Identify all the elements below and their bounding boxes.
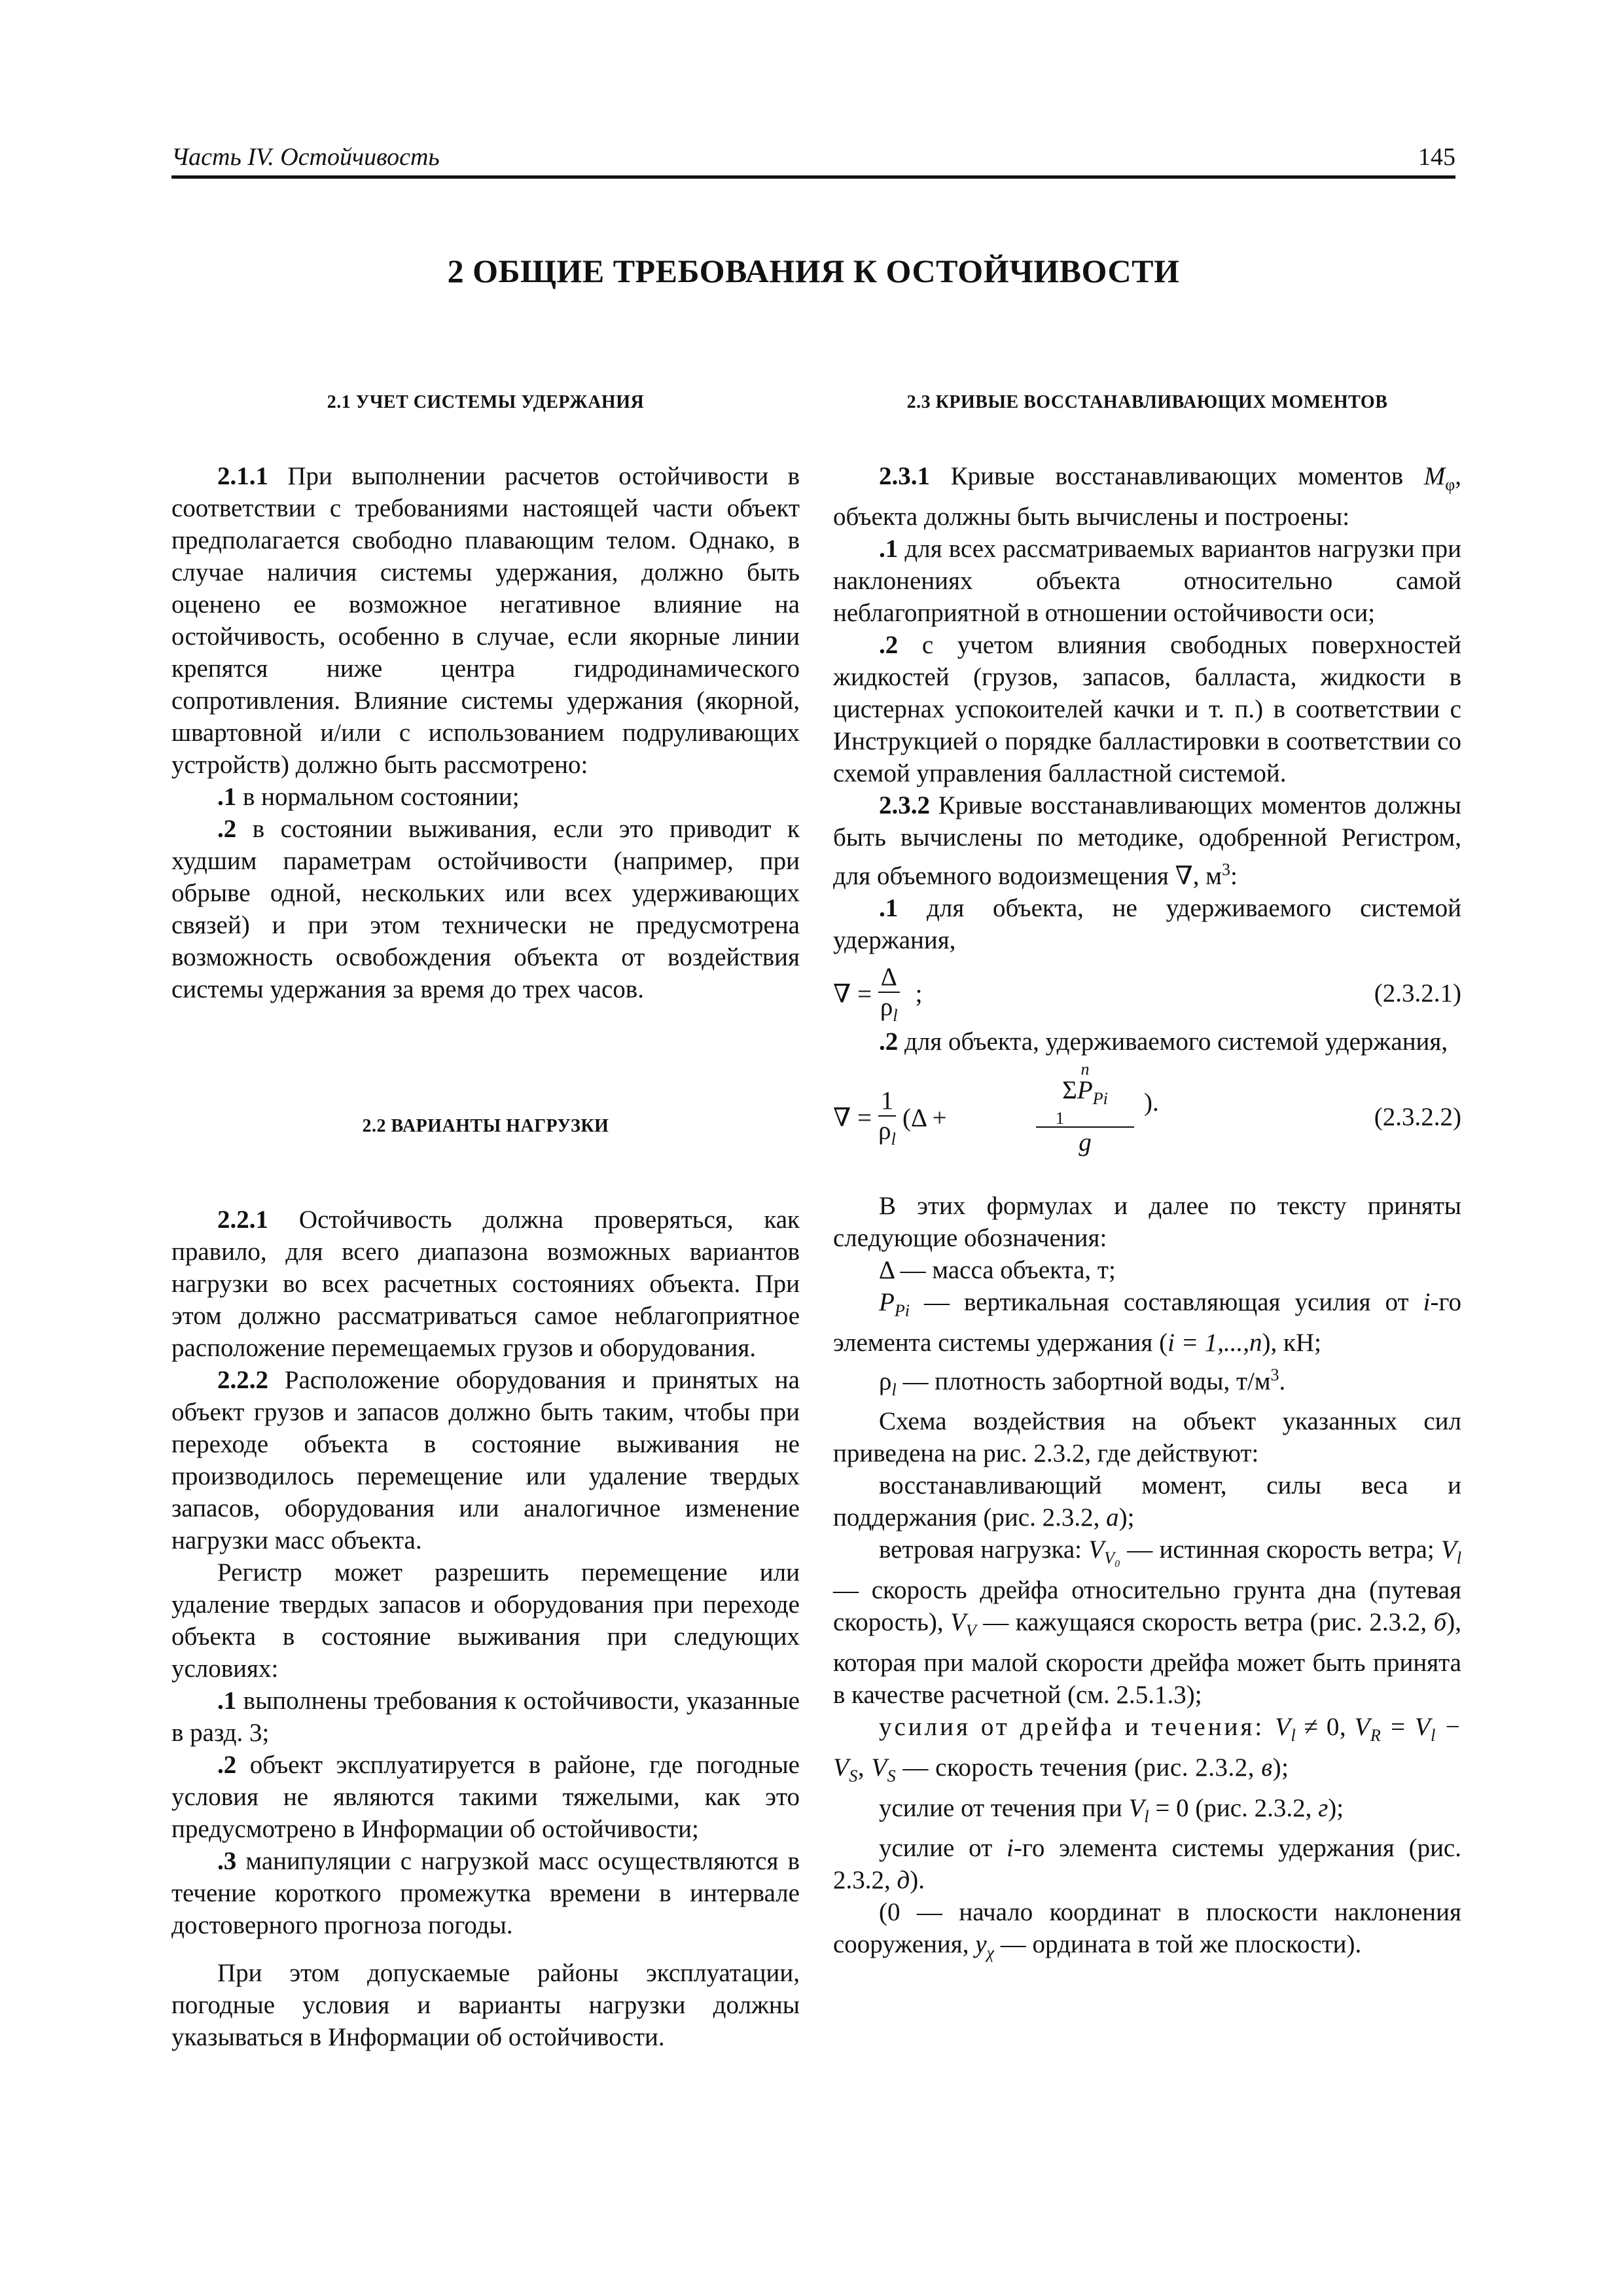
velocity-subscript: R (1370, 1725, 1382, 1745)
item-number: .2 (217, 1751, 237, 1779)
clause-number: 2.2.2 (217, 1366, 268, 1394)
rho-subscript: l (893, 1005, 898, 1025)
text-end: ); (1328, 1793, 1344, 1822)
formula-2-3-2-2 (833, 1060, 1461, 1158)
item-1-free (833, 892, 1461, 956)
rho-subscript: l (891, 1129, 896, 1149)
sum-upper: n (1080, 1059, 1090, 1079)
text: , (857, 1753, 872, 1782)
superscript: 3 (1270, 1365, 1279, 1384)
velocity-subscript: l (1144, 1806, 1149, 1826)
condition-2 (171, 1749, 800, 1845)
force-subscript: Pi (894, 1300, 910, 1320)
text: ≠ 0, (1296, 1712, 1347, 1741)
force-restoring (833, 1469, 1461, 1534)
paragraph-2-3-1 (833, 460, 1461, 533)
equation-number: (2.3.2.1) (1374, 978, 1461, 1007)
figure-ref: б (1433, 1608, 1447, 1637)
notation-end: . (1279, 1367, 1286, 1395)
clause-number: 2.3.1 (879, 462, 930, 490)
notation-end: ), кН; (1262, 1328, 1321, 1357)
gravity-symbol: g (1079, 1128, 1092, 1157)
superscript: 3 (1221, 859, 1230, 879)
velocity-symbol: V (950, 1608, 966, 1637)
expr: = V (1381, 1712, 1431, 1741)
text: ), которая при малой скорости дрейфа может быть принята в качестве расчетной (см. 2.5.1.3); (833, 1608, 1461, 1709)
text: восстанавливающий момент, силы веса и поддержания (рис. 2.3.2, (833, 1471, 1461, 1532)
paragraph-text: Кривые восстанавливающих моментов должны быть вычислены по методике, одобренной Регистром, для объемного водоизмещения ∇, м (833, 791, 1461, 890)
part-title: Часть IV. Остойчивость (171, 143, 440, 171)
sum-sign: Σ (1062, 1075, 1077, 1104)
formula-fraction (878, 963, 900, 1030)
text-end: ). (910, 1866, 925, 1895)
text: усилие от (879, 1834, 1007, 1863)
formula-open: (Δ + (902, 1103, 947, 1132)
index-i: i (1423, 1287, 1431, 1316)
formula-fraction (878, 1086, 897, 1154)
item-text: для всех рассматриваемых вариантов нагрузки при наклонениях объекта относительно самой неблагоприятной в отношении остойчивости оси; (833, 534, 1461, 627)
item-2-moored (833, 1026, 1461, 1058)
formula-close: ). (1144, 1088, 1159, 1117)
text: — истинная скорость ветра; (1120, 1535, 1441, 1564)
sum-fraction (1036, 1060, 1134, 1158)
notation-density (833, 1359, 1461, 1406)
sum-lower: 1 (1056, 1108, 1064, 1128)
figure-ref: г (1318, 1793, 1329, 1822)
symbol-m: M (1423, 462, 1446, 490)
force-drift (833, 1711, 1461, 1792)
paragraph-text: Остойчивость должна проверяться, как правило, для всего диапазона возможных вариантов нагрузки во всех расчетных состояниях объекта. При этом должно рассматриваться самое неблагоприятное расположение перемещаемых грузов и оборудования. (171, 1206, 800, 1362)
item-number: .3 (217, 1847, 237, 1875)
origin-note (833, 1896, 1461, 1969)
paragraph-2-2-2 (171, 1364, 800, 1556)
section-2-2-title: 2.2 ВАРИАНТЫ НАГРУЗКИ (362, 1116, 609, 1136)
text: усилия от дрейфа и течения: (879, 1712, 1275, 1741)
expr: − V (833, 1712, 1462, 1782)
fraction-denominator (878, 1117, 897, 1154)
velocity-symbol: V (1088, 1535, 1105, 1564)
text: — скорость течения (рис. 2.3.2, (896, 1753, 1262, 1782)
equation-number: (2.3.2.2) (1374, 1102, 1461, 1131)
text-end: ); (1118, 1503, 1135, 1532)
fraction-denominator (878, 993, 900, 1030)
running-header (171, 143, 1455, 179)
index-i: i (1007, 1834, 1014, 1863)
formula-semicolon: ; (915, 980, 923, 1009)
force-current (833, 1792, 1461, 1833)
rho-subscript: l (891, 1380, 897, 1399)
rho-symbol: ρ (878, 1116, 891, 1145)
figure-ref: а (1106, 1503, 1119, 1532)
force-element (833, 1832, 1461, 1896)
text: — скорость дрейфа относительно грунта дна (путевая скорость), (833, 1576, 1461, 1637)
notation-text: — вертикальная составляющая усилия от (909, 1287, 1423, 1316)
ordinate-symbol: y (975, 1930, 987, 1959)
text-end: ); (1272, 1753, 1289, 1782)
force-symbol: P (1077, 1075, 1093, 1104)
velocity-subscript: l (1456, 1549, 1461, 1568)
velocity-symbol: V (1354, 1712, 1370, 1741)
velocity-subscript: S (887, 1766, 897, 1785)
paragraph-text: Расположение оборудования и принятых на объект грузов и запасов должно быть таким, чтобы при переходе объекта в состояние выживания не производилось перемещение или удаление твердых запасов, оборудования или аналогичное изменение нагрузки масс объекта. (171, 1366, 800, 1554)
text: ветровая нагрузка: (879, 1535, 1089, 1564)
rho-symbol: ρ (879, 1367, 892, 1395)
condition-1 (171, 1685, 800, 1749)
force-wind (833, 1534, 1461, 1711)
paragraph-2-3-2 (833, 789, 1461, 892)
condition-3 (171, 1845, 800, 1941)
velocity-subscript: S (849, 1766, 858, 1785)
velocity-symbol: V (1128, 1793, 1145, 1822)
formula-lhs: ∇ = (833, 1103, 872, 1132)
section-2-3-title: 2.3 КРИВЫЕ ВОССТАНАВЛИВАЮЩИХ МОМЕНТОВ (906, 392, 1388, 412)
text: усилие от течения при (879, 1793, 1129, 1822)
item-1 (833, 533, 1461, 629)
paragraph-2-1-1 (171, 460, 800, 781)
item-number: .2 (879, 1027, 899, 1056)
item-text: в нормальном состоянии; (236, 783, 520, 811)
clause-number: 2.2.1 (217, 1206, 268, 1234)
item-text: манипуляции с нагрузкой масс осуществляются в течение короткого промежутка времени в интервале достоверного прогноза погоды. (171, 1847, 800, 1939)
fraction-numerator: Δ (878, 963, 900, 993)
paragraph-text: При выполнении расчетов остойчивости в соответствии с требованиями настоящей части объект предполагается свободно плавающим телом. Однако, в случае наличия системы удержания, должно быть оценено ее возможное негативное влияние на остойчивость, особенно в случае, если якорные линии крепятся ниже центра гидродинамического сопротивления. Влияние системы удержания (якорной, швартовной и/или с использованием подруливающих устройств) должно быть рассмотрено: (171, 462, 800, 779)
text: = 0 (рис. 2.3.2, (1149, 1793, 1319, 1822)
paragraph-2-2-1 (171, 1204, 800, 1364)
text: -го элемента системы удержания (рис. 2.3.2, (833, 1834, 1461, 1895)
item-text: выполнены требования к остойчивости, указанные в разд. 3; (171, 1687, 800, 1747)
chapter-title: 2 ОБЩИЕ ТРЕБОВАНИЯ К ОСТОЙЧИВОСТИ (447, 253, 1180, 289)
clause-number: 2.3.2 (879, 791, 930, 819)
clause-number: 2.1.1 (217, 462, 268, 490)
left-column (171, 386, 800, 2053)
text: — кажущаяся скорость ветра (рис. 2.3.2, (976, 1608, 1434, 1637)
paragraph-text-end: , объекта должны быть вычислены и построены: (833, 462, 1461, 531)
formula-2-3-2-1 (833, 959, 1461, 1023)
item-text: в состоянии выживания, если это приводит к худшим параметрам остойчивости (например, при обрыве одной, нескольких или всех удерживающих связей) и при этом технически не предусмотрена возможность освобождения объекта от воздействия системы удержания за время до трех часов. (171, 815, 800, 1003)
item-number: .2 (217, 815, 237, 843)
text: (0 — начало координат в плоскости наклонения сооружения, (833, 1898, 1461, 1959)
formula-lhs: ∇ = (833, 980, 872, 1009)
page-number: 145 (1418, 143, 1455, 171)
item-text: объект эксплуатируется в районе, где погодные условия не являются такими тяжелыми, как это предусмотрено в Информации об остойчивости; (171, 1751, 800, 1843)
velocity-subscript: l (1291, 1725, 1296, 1745)
item-number: .2 (879, 630, 899, 659)
force-subscript: Pi (1092, 1088, 1108, 1108)
item-number: .1 (217, 1687, 237, 1715)
velocity-symbol: V (1275, 1712, 1291, 1741)
scheme-paragraph: Схема воздействия на объект указанных сил приведена на рис. 2.3.2, где действуют: (833, 1407, 1461, 1468)
paragraph-final: При этом допускаемые районы эксплуатации, погодные условия и варианты нагрузки должны указываться в Информации об остойчивости. (171, 1959, 800, 2051)
force-symbol: P (879, 1287, 895, 1316)
text-end: — ордината в той же плоскости). (993, 1930, 1362, 1959)
item-number: .1 (879, 534, 899, 563)
rho-symbol: ρ (880, 992, 893, 1021)
paragraph-register: Регистр может разрешить перемещение или удаление твердых запасов и оборудования при переходе объекта в состояние выживания при следующих условиях: (171, 1558, 800, 1683)
item-1 (171, 781, 800, 813)
paragraph-text: Кривые восстанавливающих моментов (930, 462, 1424, 490)
figure-ref: в (1261, 1753, 1273, 1782)
item-text: с учетом влияния свободных поверхностей жидкостей (грузов, запасов, балласта, жидкости в цистернах успокоителей качки и т. п.) в соответствии с Инструкцией о порядке балластировки в соответствии со схемой управления балластной системой. (833, 630, 1461, 787)
fraction-numerator: 1 (878, 1086, 897, 1117)
section-2-1-title: 2.1 УЧЕТ СИСТЕМЫ УДЕРЖАНИЯ (327, 392, 645, 412)
ordinate-subscript: χ (986, 1943, 994, 1963)
notation-text-2: -го элемента системы удержания ( (833, 1287, 1461, 1357)
notation-force (833, 1286, 1461, 1359)
item-text: для объекта, не удерживаемого системой удержания, (833, 893, 1461, 954)
figure-ref: д (897, 1866, 910, 1895)
item-number: .1 (217, 783, 237, 811)
item-text: для объекта, удерживаемого системой удержания, (898, 1027, 1448, 1056)
notation-text: — плотность забортной воды, т/м (896, 1367, 1271, 1395)
velocity-subscript: l (1431, 1725, 1436, 1745)
velocity-subscript: V (965, 1621, 976, 1640)
item-2 (833, 629, 1461, 789)
colon: : (1230, 861, 1238, 890)
velocity-symbol: V (871, 1753, 887, 1782)
right-column (833, 386, 1461, 1969)
velocity-subscript: V₀ (1104, 1549, 1120, 1568)
item-number: .1 (879, 893, 899, 922)
item-2 (171, 813, 800, 1005)
symbol-sub: φ (1445, 475, 1455, 494)
notation-delta: Δ — масса объекта, т; (879, 1255, 1116, 1284)
notation-intro: В этих формулах и далее по тексту приняты следующие обозначения: (833, 1191, 1461, 1252)
velocity-symbol: V (1440, 1535, 1457, 1564)
index-range: i = 1,...,n (1168, 1328, 1262, 1357)
